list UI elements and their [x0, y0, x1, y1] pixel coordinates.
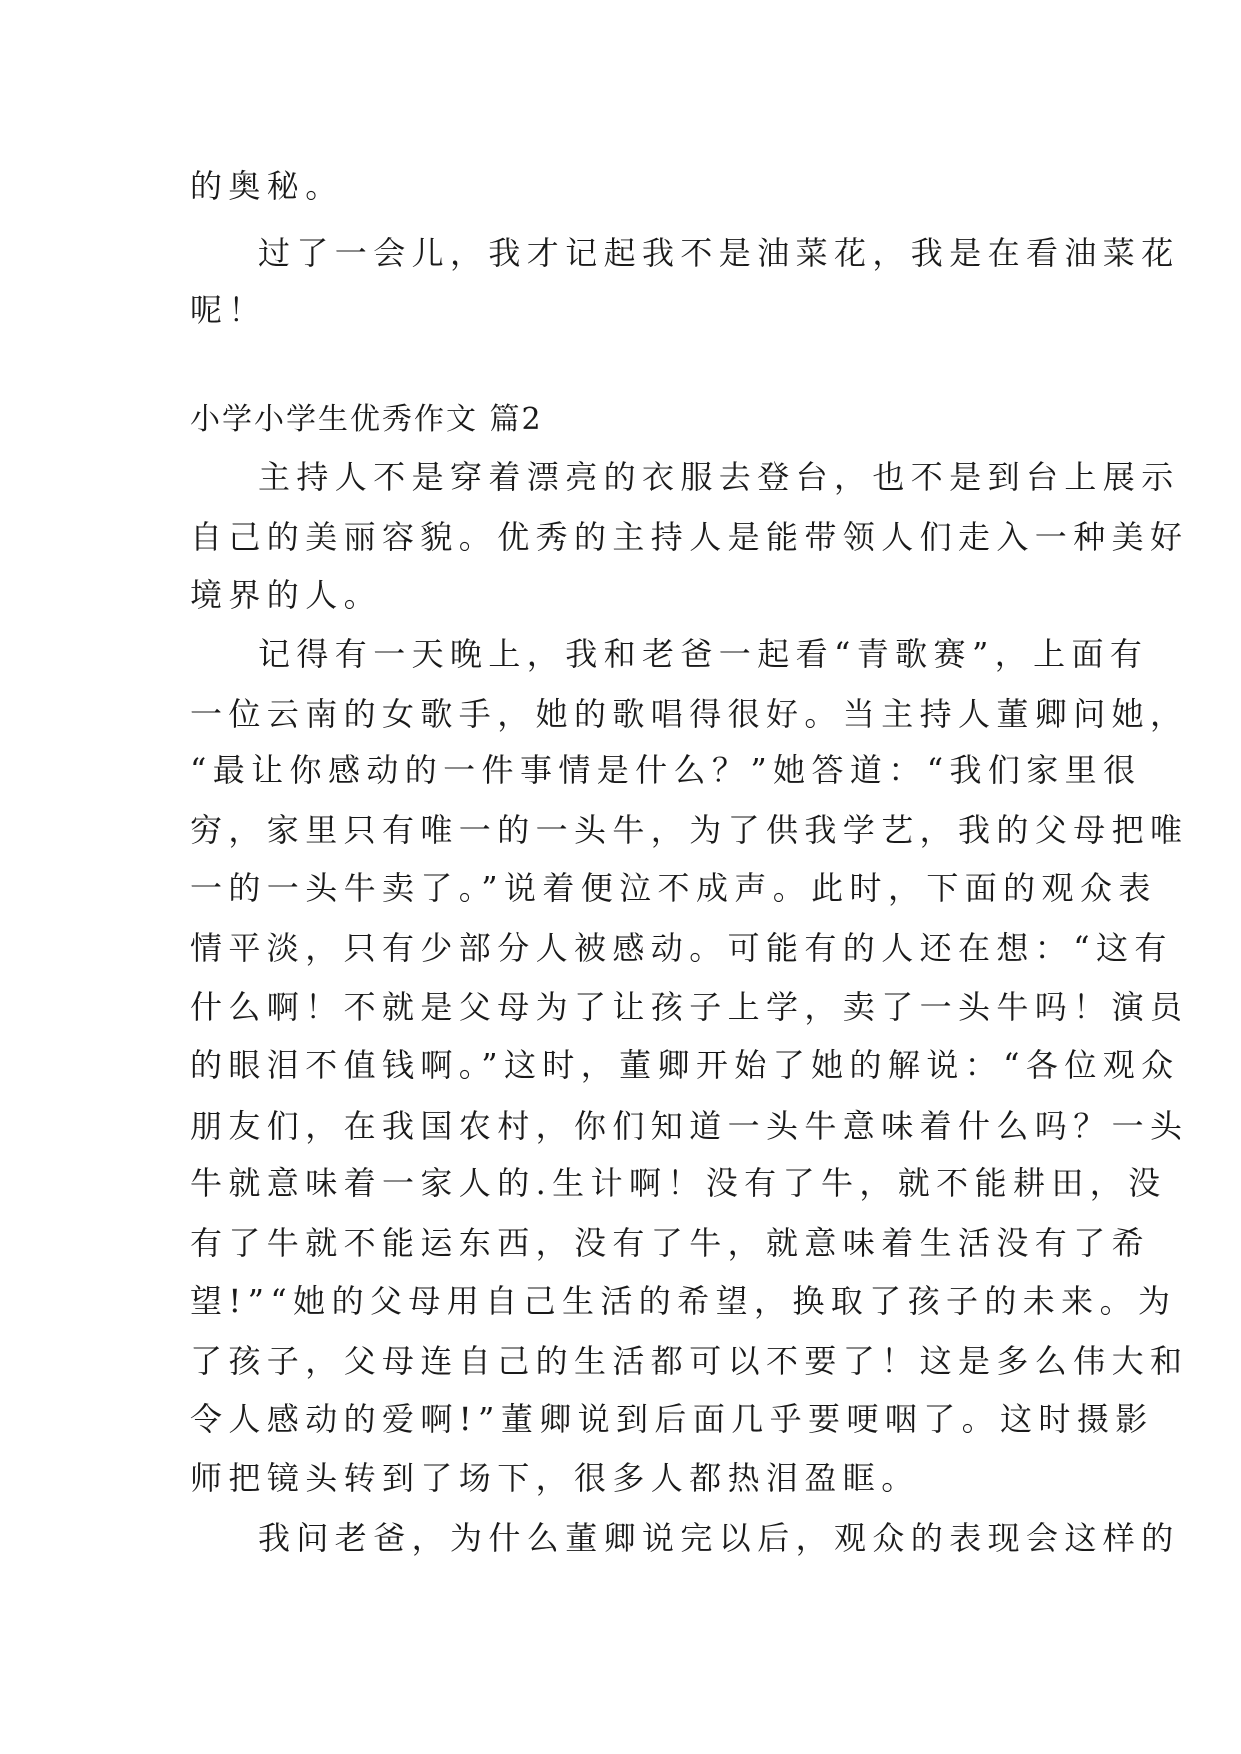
- text-line: 的眼泪不值钱啊。”这时，董卿开始了她的解说：“各位观众: [190, 1046, 1180, 1084]
- text-line: 一位云南的女歌手，她的歌唱得很好。当主持人董卿问她，: [190, 695, 1189, 733]
- text-line: 境界的人。: [190, 576, 383, 614]
- text-line: 什么啊！不就是父母为了让孩子上学，卖了一头牛吗！演员: [190, 988, 1189, 1026]
- text-line: 牛就意味着一家人的.生计啊！没有了牛，就不能耕田，没: [190, 1164, 1167, 1202]
- text-line: “最让你感动的一件事情是什么？”她答道：“我们家里很: [190, 751, 1142, 789]
- text-line: 令人感动的爱啊!”董卿说到后面几乎要哽咽了。这时摄影: [190, 1400, 1154, 1438]
- text-line: 记得有一天晚上，我和老爸一起看“青歌赛”，上面有: [258, 635, 1149, 673]
- text-line: 自己的美丽容貌。优秀的主持人是能带领人们走入一种美好: [190, 518, 1189, 556]
- section-heading: 小学小学生优秀作文 篇2: [190, 402, 543, 437]
- text-line: 朋友们，在我国农村，你们知道一头牛意味着什么吗？一头: [190, 1107, 1189, 1145]
- text-line: 师把镜头转到了场下，很多人都热泪盈眶。: [190, 1459, 920, 1497]
- text-line: 的奥秘。: [190, 167, 344, 205]
- text-line: 有了牛就不能运东西，没有了牛，就意味着生活没有了希: [190, 1224, 1151, 1262]
- text-line: 一的一头牛卖了。”说着便泣不成声。此时，下面的观众表: [190, 869, 1157, 907]
- text-line: 我问老爸，为什么董卿说完以后，观众的表现会这样的: [258, 1519, 1180, 1557]
- text-line: 了孩子，父母连自己的生活都可以不要了！这是多么伟大和: [190, 1342, 1189, 1380]
- text-line: 望!”“她的父母用自己生活的希望，换取了孩子的未来。为: [190, 1282, 1177, 1320]
- text-line: 主持人不是穿着漂亮的衣服去登台，也不是到台上展示: [258, 458, 1180, 496]
- text-line: 穷，家里只有唯一的一头牛，为了供我学艺，我的父母把唯: [190, 811, 1189, 849]
- text-line: 呢！: [190, 291, 267, 329]
- text-line: 情平淡，只有少部分人被感动。可能有的人还在想：“这有: [190, 929, 1173, 967]
- text-line: 过了一会儿，我才记起我不是油菜花，我是在看油菜花: [258, 234, 1180, 272]
